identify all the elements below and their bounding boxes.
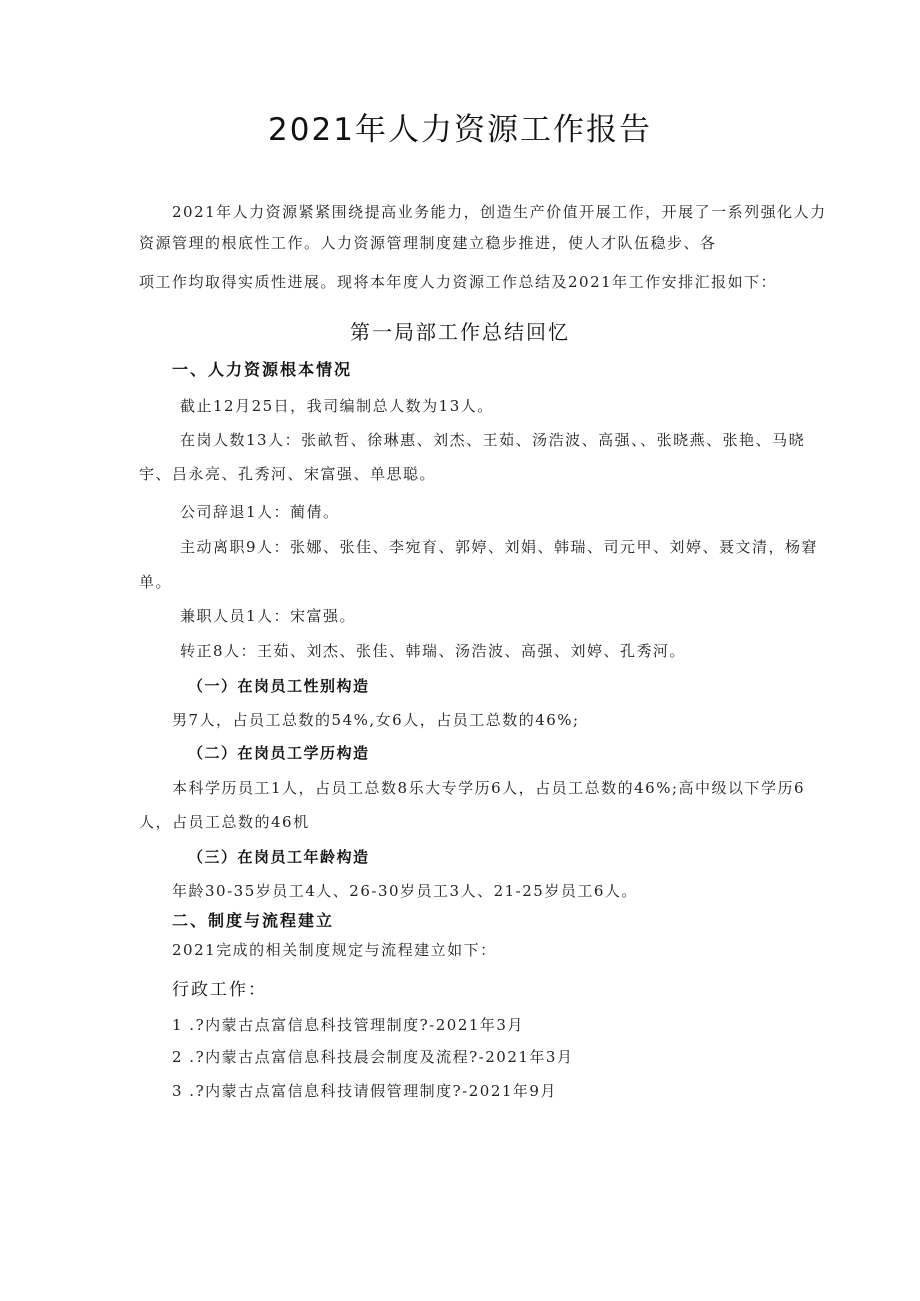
dismissed-text: 公司辞退1人：蔺倩。	[180, 503, 340, 521]
parttime-text: 兼职人员1人：宋富强。	[180, 607, 357, 625]
education-heading: （二）在岗员工学历构造	[188, 744, 370, 762]
part-title: 第一局部工作总结回忆	[350, 320, 570, 344]
headcount-text: 截止12月25日，我司编制总人数为13人。	[180, 397, 494, 415]
resigned-line-2: 单。	[139, 573, 173, 591]
policy-item: 1 .?内蒙古点富信息科技管理制度?-2021年3月	[172, 1016, 524, 1034]
gender-text: 男7人，占员工总数的54%,女6人，占员工总数的46%;	[172, 711, 580, 729]
section-2-heading: 二、制度与流程建立	[172, 911, 335, 930]
age-text: 年龄30-35岁员工4人、26-30岁员工3人、21-25岁员工6人。	[172, 882, 638, 900]
admin-work-heading: 行政工作：	[172, 980, 267, 1000]
section-2-intro: 2021完成的相关制度规定与流程建立如下：	[172, 941, 497, 959]
gender-heading: （一）在岗员工性别构造	[188, 677, 370, 695]
intro-line-3: 项工作均取得实质性进展。现将本年度人力资源工作总结及2021年工作安排汇报如下：	[139, 273, 778, 291]
resigned-line-1: 主动离职9人：张娜、张佳、李宛育、郭婷、刘娟、韩瑞、司元甲、刘婷、聂文清，杨窘	[180, 538, 819, 556]
policy-item: 3 .?内蒙古点富信息科技请假管理制度?-2021年9月	[172, 1082, 557, 1100]
age-heading: （三）在岗员工年龄构造	[188, 848, 370, 866]
onjob-line-1: 在岗人数13人：张畝哲、徐琳惠、刘杰、王茹、汤浩波、高强、、张晓燕、张艳、马晓	[180, 431, 806, 449]
document-title: 2021年人力资源工作报告	[268, 112, 652, 148]
education-line-2: 人，占员工总数的46机	[139, 813, 310, 831]
policy-item: 2 .?内蒙古点富信息科技晨会制度及流程?-2021年3月	[172, 1048, 574, 1066]
regularized-text: 转正8人：王茹、刘杰、张佳、韩瑞、汤浩波、高强、刘婷、孔秀河。	[180, 642, 687, 660]
intro-line-1: 2021年人力资源紧紧围绕提高业务能力，创造生产价值开展工作，开展了一系列强化人力	[172, 203, 827, 221]
intro-line-2: 资源管理的根底性工作。人力资源管理制度建立稳步推进，使人才队伍稳步、各	[139, 234, 717, 252]
section-1-heading: 一、人力资源根本情况	[172, 360, 353, 379]
education-line-1: 本科学历员工1人，占员工总数8乐大专学历6人，占员工总数的46%;高中级以下学历6	[172, 779, 806, 797]
onjob-line-2: 宇、吕永亮、孔秀河、宋富强、单思聪。	[139, 465, 437, 483]
